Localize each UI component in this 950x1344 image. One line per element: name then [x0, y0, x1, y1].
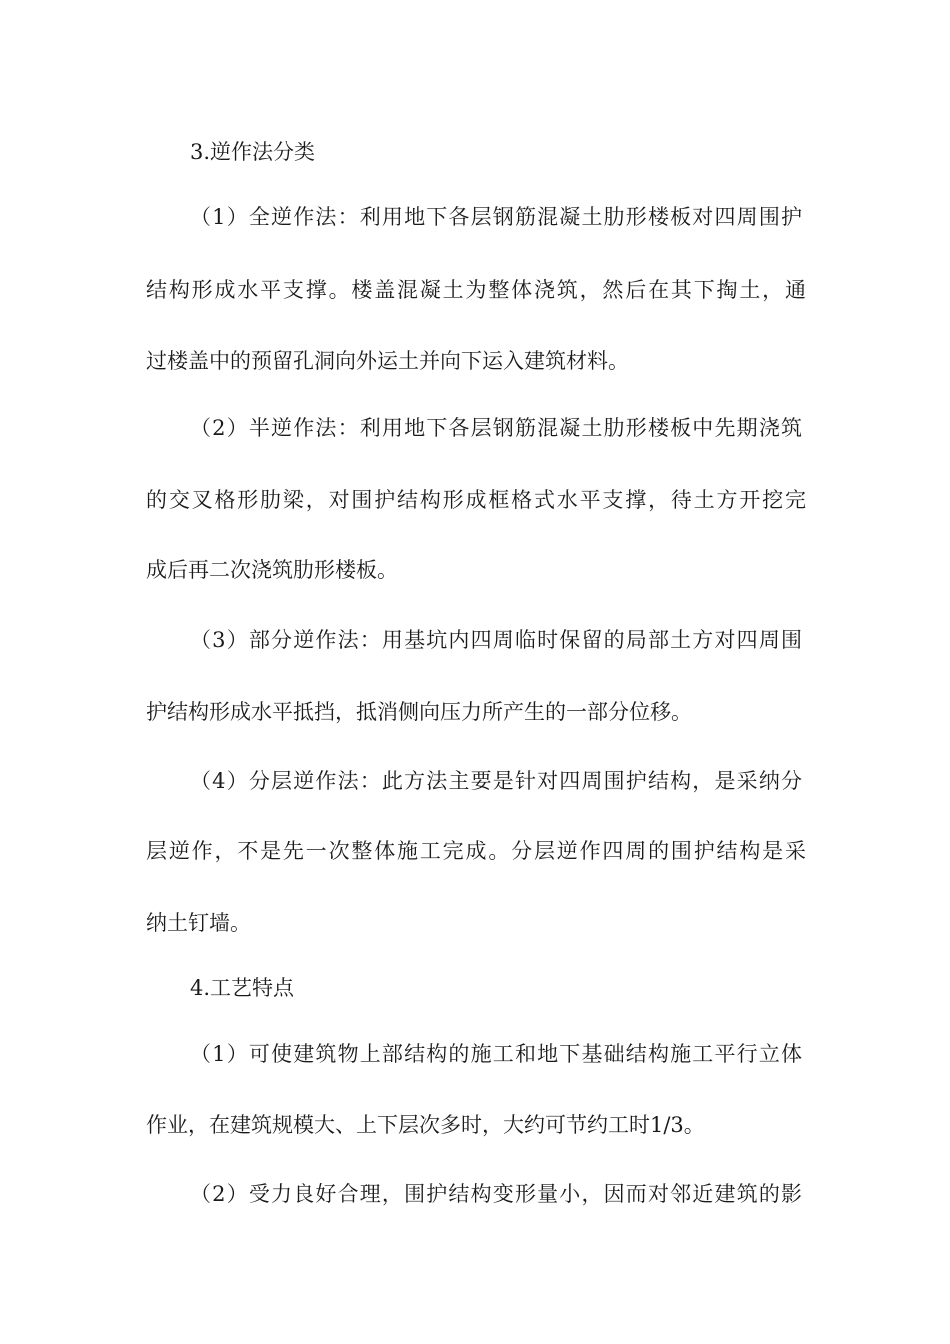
paragraph-line: 层逆作，不是先一次整体施工完成。分层逆作四周的围护结构是采 [146, 839, 806, 863]
paragraph-line: （4）分层逆作法：此方法主要是针对四周围护结构，是采纳分 [190, 769, 802, 793]
paragraph-line: （1）全逆作法：利用地下各层钢筋混凝土肋形楼板对四周围护 [190, 205, 802, 229]
paragraph-line: 纳土钉墙。 [146, 911, 251, 935]
paragraph-line: （2）受力良好合理，围护结构变形量小，因而对邻近建筑的影 [190, 1182, 802, 1206]
paragraph-line: 的交叉格形肋梁，对围护结构形成框格式水平支撑，待土方开挖完 [146, 488, 806, 512]
section-heading: 3.逆作法分类 [190, 140, 316, 164]
paragraph-line: 结构形成水平支撑。楼盖混凝土为整体浇筑，然后在其下掏土，通 [146, 278, 806, 302]
paragraph-line: 护结构形成水平抵挡，抵消侧向压力所产生的一部分位移。 [146, 700, 692, 724]
paragraph-line: （3）部分逆作法：用基坑内四周临时保留的局部土方对四周围 [190, 628, 802, 652]
paragraph-line: （2）半逆作法：利用地下各层钢筋混凝土肋形楼板中先期浇筑 [190, 416, 802, 440]
section-heading: 4.工艺特点 [190, 976, 295, 1000]
paragraph-line: 成后再二次浇筑肋形楼板。 [146, 558, 398, 582]
paragraph-line: （1）可使建筑物上部结构的施工和地下基础结构施工平行立体 [190, 1042, 802, 1066]
paragraph-line: 过楼盖中的预留孔洞向外运土并向下运入建筑材料。 [146, 349, 629, 373]
paragraph-line: 作业，在建筑规模大、上下层次多时，大约可节约工时1/3。 [146, 1113, 705, 1137]
